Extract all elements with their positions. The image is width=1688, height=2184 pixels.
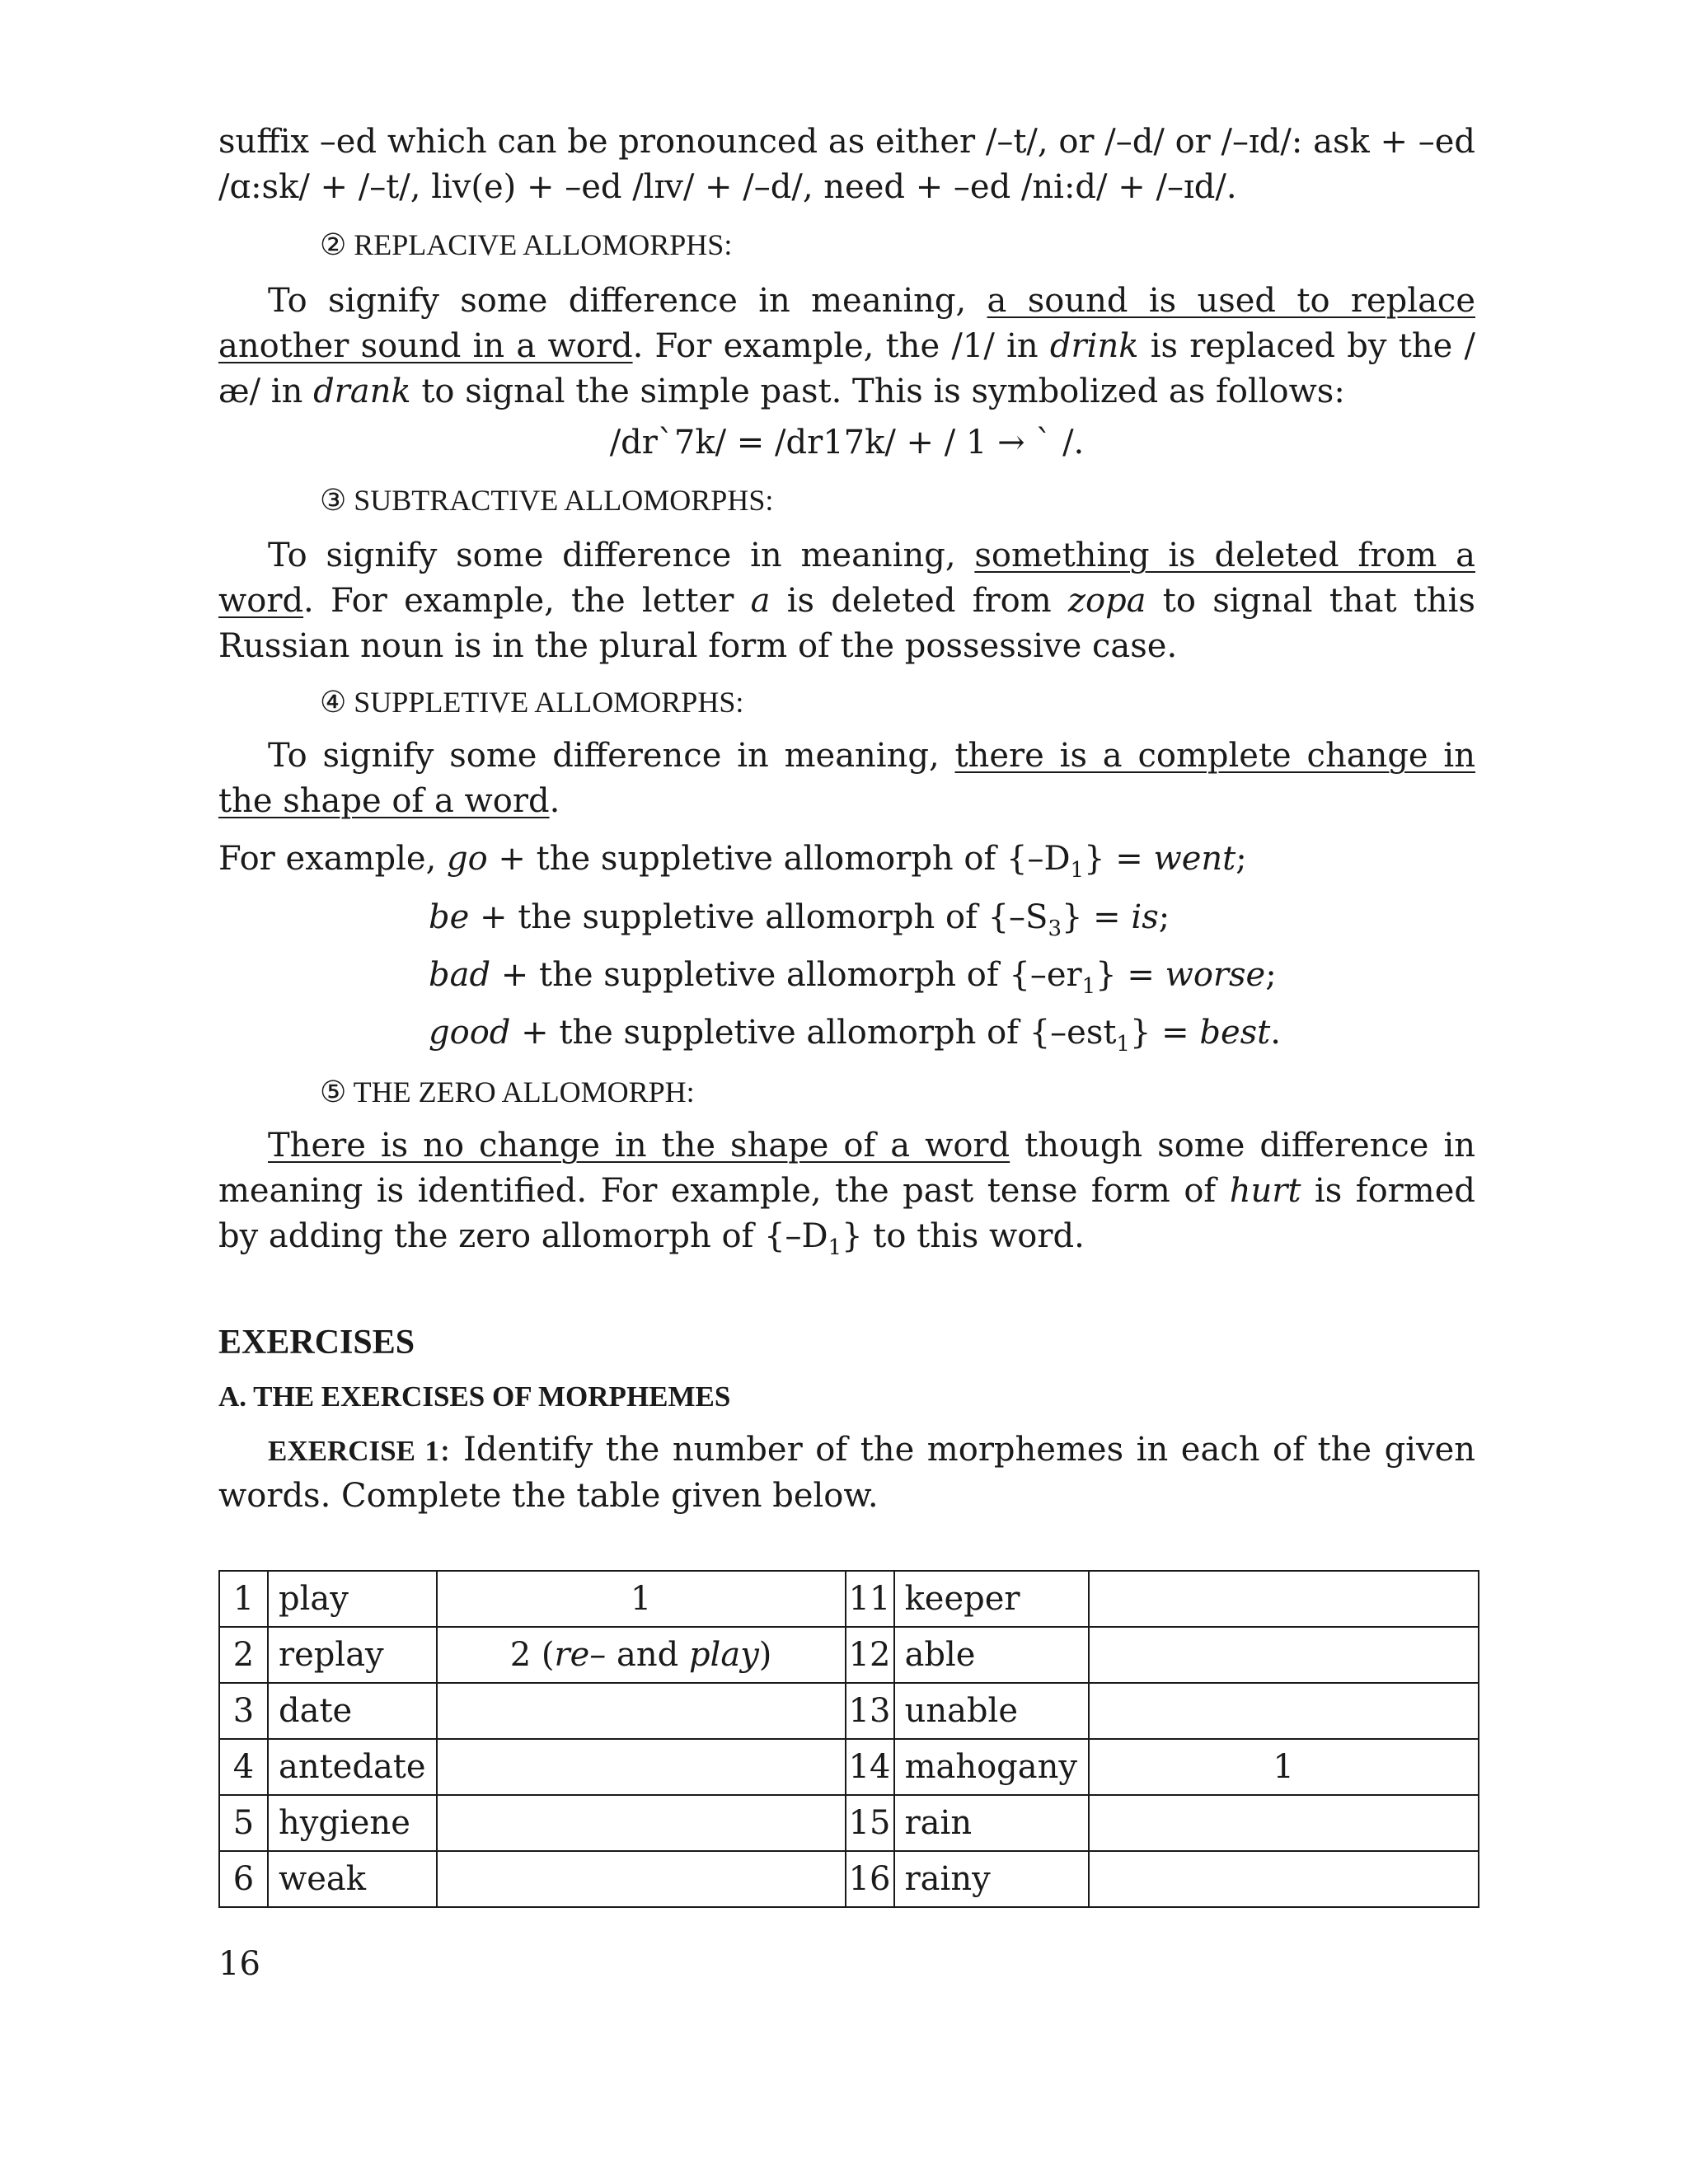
- subtractive-heading: ③ SUBTRACTIVE ALLOMORPHS:: [320, 484, 774, 517]
- page-number: 16: [218, 1945, 260, 1983]
- row-number: 3: [219, 1683, 268, 1739]
- answer-cell[interactable]: [437, 1683, 846, 1739]
- answer-cell[interactable]: [437, 1739, 846, 1795]
- answer-text: 2 (: [509, 1636, 555, 1674]
- word-cell: unable: [894, 1683, 1089, 1739]
- word-cell: play: [268, 1571, 437, 1627]
- row-number: 11: [846, 1571, 894, 1627]
- replacive-underlined: a sound is used to replace another sound in a word: [218, 282, 1475, 365]
- word-cell: mahogany: [894, 1739, 1089, 1795]
- suppletive-paragraph: To signify some difference in meaning, there is a complete change in the shape of a word.: [218, 737, 1475, 820]
- intro-paragraph: [218, 120, 1475, 210]
- row-number: 15: [846, 1795, 894, 1851]
- answer-text: ): [758, 1636, 772, 1674]
- row-number: 1: [219, 1571, 268, 1627]
- replacive-paragraph: To signify some difference in meaning, a sound is used to replace another sound in a word. For example, the /1/ in drink is replaced by the /æ/ in drank to signal the simple past. This is symbolized as follows:: [218, 282, 1476, 410]
- answer-cell[interactable]: [1089, 1683, 1479, 1739]
- row-number: 12: [846, 1627, 894, 1683]
- exercises-subheading: A. THE EXERCISES OF MORPHEMES: [218, 1380, 731, 1413]
- morpheme-table: [218, 1570, 1479, 1908]
- answer-text: and: [606, 1636, 689, 1674]
- table-row: [219, 1739, 1479, 1795]
- answer-cell[interactable]: [1089, 1795, 1479, 1851]
- answer-cell[interactable]: 1: [437, 1571, 846, 1627]
- word-cell: weak: [268, 1851, 437, 1907]
- suppletive-example-4: good + the suppletive allomorph of {–est$_1$} = best.: [429, 1014, 1281, 1057]
- exercise-1-label: EXERCISE 1: [268, 1435, 440, 1467]
- suppletive-example-1: For example, go + the suppletive allomorph of $\{-D_1\}$ = went;: [218, 840, 1247, 883]
- row-number: 14: [846, 1739, 894, 1795]
- table-row: [219, 1795, 1479, 1851]
- word-cell: hygiene: [268, 1795, 437, 1851]
- word-cell: able: [894, 1627, 1089, 1683]
- suppletive-example-2: be + the suppletive allomorph of $\{-S_3\}$ = is;: [429, 898, 1170, 941]
- answer-cell[interactable]: [1089, 1627, 1479, 1683]
- table-row: [219, 1851, 1479, 1907]
- row-number: 2: [219, 1627, 268, 1683]
- answer-cell[interactable]: 1: [1089, 1739, 1479, 1795]
- zero-heading: ⑤ THE ZERO ALLOMORPH:: [320, 1076, 695, 1108]
- row-number: 4: [219, 1739, 268, 1795]
- table-row: [219, 1683, 1479, 1739]
- replacive-heading: ② REPLACIVE ALLOMORPHS:: [320, 228, 733, 261]
- suppletive-heading: ④ SUPPLETIVE ALLOMORPHS:: [320, 686, 744, 719]
- exercises-heading: EXERCISES: [218, 1324, 415, 1361]
- answer-cell[interactable]: [437, 1627, 846, 1683]
- table-row: [219, 1627, 1479, 1683]
- answer-text: re–: [554, 1636, 607, 1674]
- replacive-formula: /dr`7k/ = /dr17k/ + / 1 → ` /.: [609, 424, 1085, 462]
- table-row: [219, 1571, 1479, 1627]
- row-number: 6: [219, 1851, 268, 1907]
- answer-cell[interactable]: [1089, 1851, 1479, 1907]
- answer-text: play: [688, 1636, 759, 1674]
- zero-paragraph: There is no change in the shape of a word though some difference in meaning is identified. For example, the past tense form of hurt is formed by adding the zero allomorph of $\{-D_1\}$ to this word.: [218, 1127, 1476, 1260]
- word-cell: rainy: [894, 1851, 1089, 1907]
- suppletive-underlined: there is a complete change in the shape of a word: [218, 737, 1475, 820]
- zero-underlined: There is no change in the shape of a word: [268, 1127, 1010, 1165]
- intro-text: suffix –ed which can be pronounced as either /–t/, or /–d/ or /–ɪd/: ask + –ed /ɑ:sk/ + /–t/, liv(e) + –ed /lɪv/ + /–d/, need + –ed /ni:d/ + /–ɪd/.: [218, 123, 1475, 206]
- row-number: 5: [219, 1795, 268, 1851]
- word-cell: antedate: [268, 1739, 437, 1795]
- subtractive-underlined: something is deleted from a word: [218, 537, 1475, 620]
- word-cell: replay: [268, 1627, 437, 1683]
- exercise-1-instructions: EXERCISE 1: Identify the number of the morphemes in each of the given words. Complete the table given below.: [218, 1431, 1475, 1515]
- answer-cell[interactable]: [437, 1795, 846, 1851]
- subtractive-paragraph: To signify some difference in meaning, something is deleted from a word. For example, the letter a is deleted from zopa to signal that this Russian noun is in the plural form of the possessive case.: [218, 537, 1475, 665]
- word-cell: rain: [894, 1795, 1089, 1851]
- suppletive-example-3: bad + the suppletive allomorph of $\{-er_1\}$ = worse;: [429, 956, 1277, 999]
- answer-cell[interactable]: [1089, 1571, 1479, 1627]
- row-number: 16: [846, 1851, 894, 1907]
- answer-cell[interactable]: [437, 1851, 846, 1907]
- word-cell: date: [268, 1683, 437, 1739]
- word-cell: keeper: [894, 1571, 1089, 1627]
- row-number: 13: [846, 1683, 894, 1739]
